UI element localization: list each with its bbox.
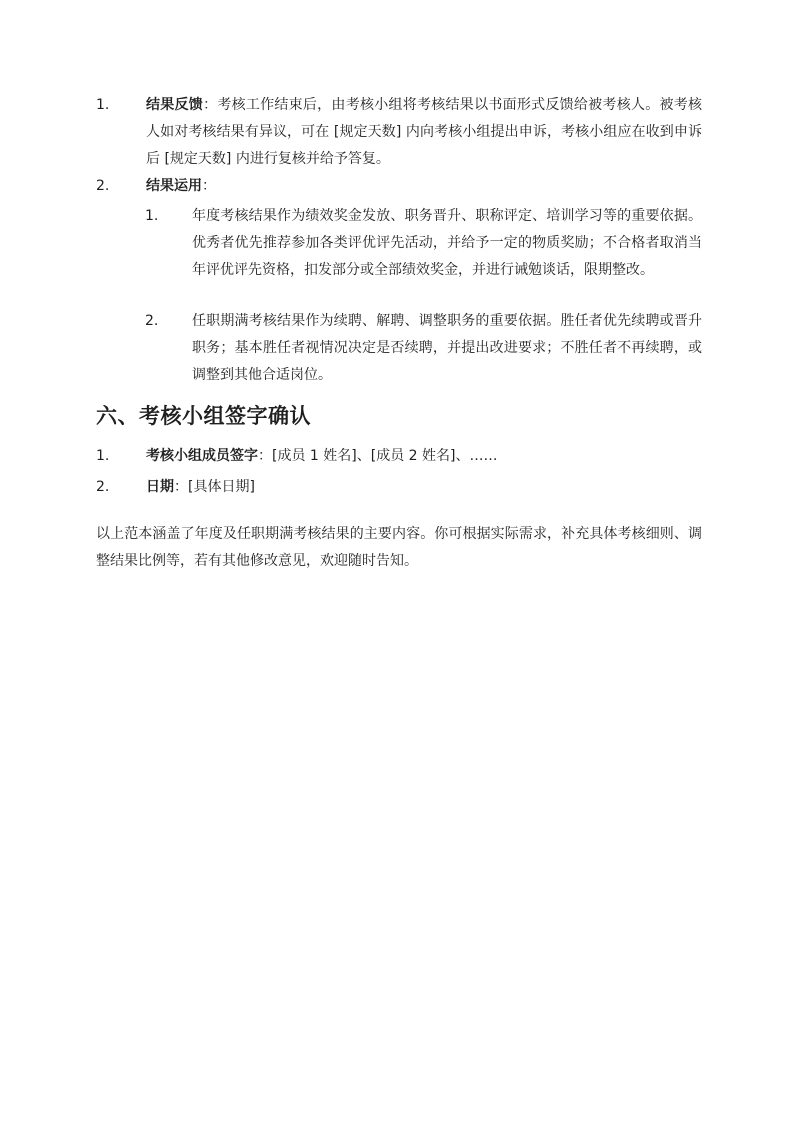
list-item-member-signature <box>96 443 702 470</box>
item-label: 日期 <box>146 479 174 495</box>
label-separator: ： <box>203 97 218 113</box>
sub-item-text: 年度考核结果作为绩效奖金发放、职务晋升、职称评定、培训学习等的重要依据。优秀者优先推荐参加各类评优评先活动，并给予一定的物质奖励；不合格者取消当年评优评先资格，扣发部分或全部绩效奖金，并进行诫勉谈话，限期整改。 <box>192 208 702 278</box>
sub-item-term-result <box>145 308 702 389</box>
list-number: 2. <box>96 178 110 194</box>
item-text: [成员 1 姓名]、[成员 2 姓名]、…… <box>272 448 498 464</box>
list-item-result-usage <box>96 173 702 200</box>
list-item-date <box>96 474 702 501</box>
sub-list-number: 1. <box>145 208 159 224</box>
list-number: 1. <box>96 448 110 464</box>
list-item-body <box>146 474 702 501</box>
item-text: 考核工作结束后，由考核小组将考核结果以书面形式反馈给被考核人。被考核人如对考核结果有异议，可在 [规定天数] 内向考核小组提出申诉，考核小组应在收到申诉后 [规定天数] 内进行复核并给予答复。 <box>146 97 703 167</box>
closing-paragraph: 以上范本涵盖了年度及任职期满考核结果的主要内容。你可根据实际需求，补充具体考核细则、调整结果比例等，若有其他修改意见，欢迎随时告知。 <box>96 526 702 569</box>
list-number: 1. <box>96 97 110 113</box>
list-number: 2. <box>96 479 110 495</box>
list-item-body <box>146 173 702 200</box>
item-text: [具体日期] <box>188 479 255 495</box>
label-separator: ： <box>174 479 188 495</box>
sub-item-annual-result <box>145 203 702 284</box>
label-separator: ： <box>202 178 216 194</box>
sub-list-number: 2. <box>145 313 159 329</box>
item-label: 考核小组成员签字 <box>146 448 258 464</box>
item-label: 结果反馈 <box>146 97 204 113</box>
list-item-result-feedback <box>96 92 702 173</box>
list-item-body <box>146 92 702 173</box>
list-item-body <box>146 443 702 470</box>
section-heading: 六、考核小组签字确认 <box>96 404 311 428</box>
item-label: 结果运用 <box>146 178 202 194</box>
sub-item-text: 任职期满考核结果作为续聘、解聘、调整职务的重要依据。胜任者优先续聘或晋升职务；基本胜任者视情况决定是否续聘，并提出改进要求；不胜任者不再续聘，或调整到其他合适岗位。 <box>192 313 702 383</box>
label-separator: ： <box>258 448 272 464</box>
